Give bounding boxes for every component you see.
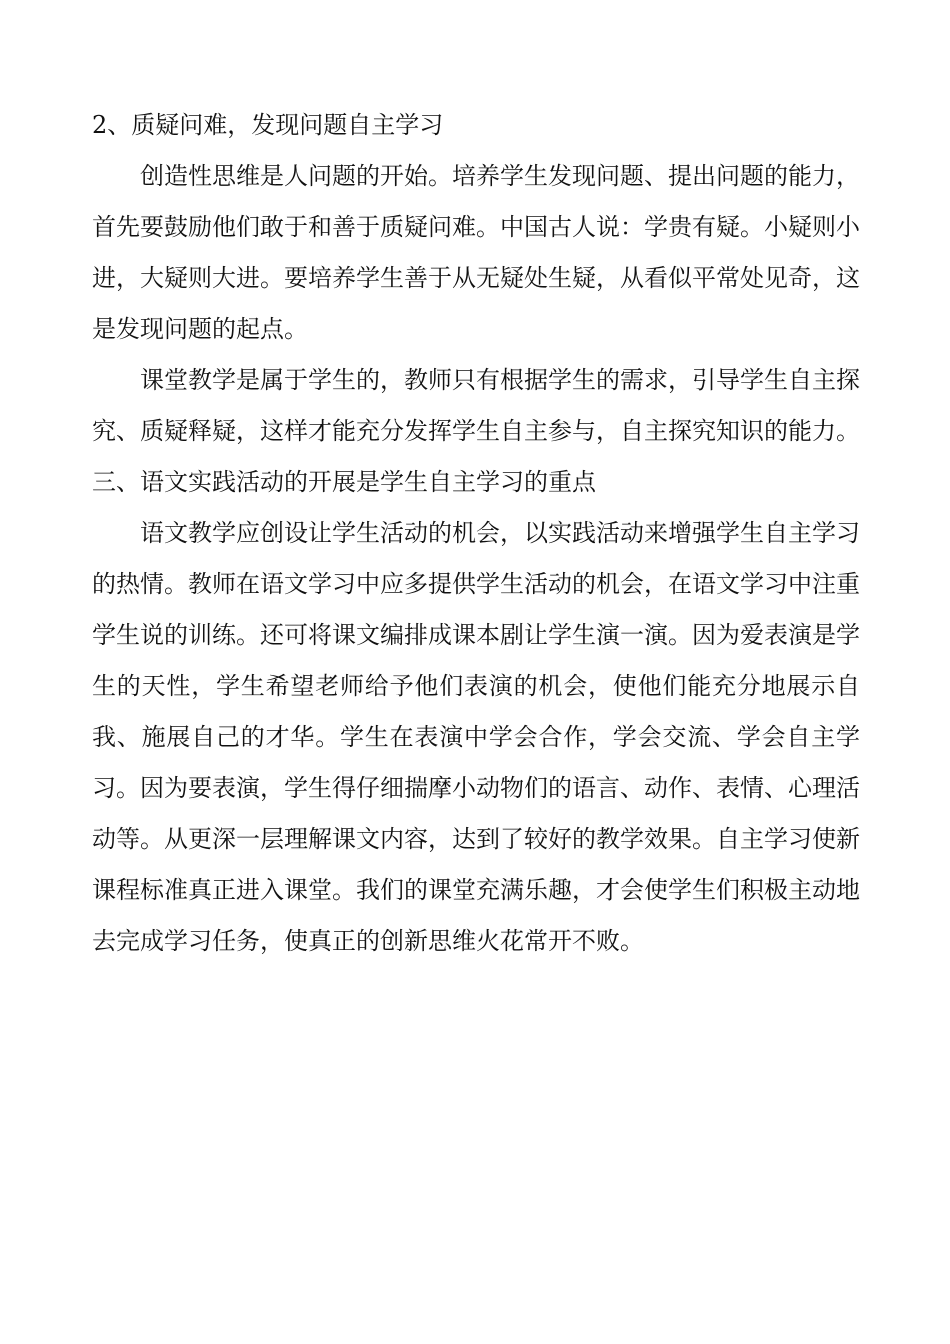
section-2-paragraph-2: 课堂教学是属于学生的，教师只有根据学生的需求，引导学生自主探究、质疑释疑，这样才能充分发挥学生自主参与，自主探究知识的能力。 — [92, 366, 860, 445]
section-2-heading: 2、质疑问难，发现问题自主学习 — [92, 111, 444, 139]
document-body — [92, 100, 860, 967]
section-3-paragraph-1: 语文教学应创设让学生活动的机会，以实践活动来增强学生自主学习的热情。教师在语文学习中应多提供学生活动的机会，在语文学习中注重学生说的训练。还可将课文编排成课本剧让学生演一演。因为爱表演是学生的天性，学生希望老师给予他们表演的机会，使他们能充分地展示自我、施展自己的才华。学生在表演中学会合作，学会交流、学会自主学习。因为要表演，学生得仔细揣摩小动物们的语言、动作、表情、心理活动等。从更深一层理解课文内容，达到了较好的教学效果。自主学习使新课程标准真正进入课堂。我们的课堂充满乐趣，才会使学生们积极主动地去完成学习任务，使真正的创新思维火花常开不败。 — [92, 519, 860, 955]
section-3-heading: 三、语文实践活动的开展是学生自主学习的重点 — [92, 468, 596, 496]
section-2-paragraph-1: 创造性思维是人问题的开始。培养学生发现问题、提出问题的能力，首先要鼓励他们敢于和善于质疑问难。中国古人说：学贵有疑。小疑则小进，大疑则大进。要培养学生善于从无疑处生疑，从看似平常处见奇，这是发现问题的起点。 — [92, 162, 860, 343]
